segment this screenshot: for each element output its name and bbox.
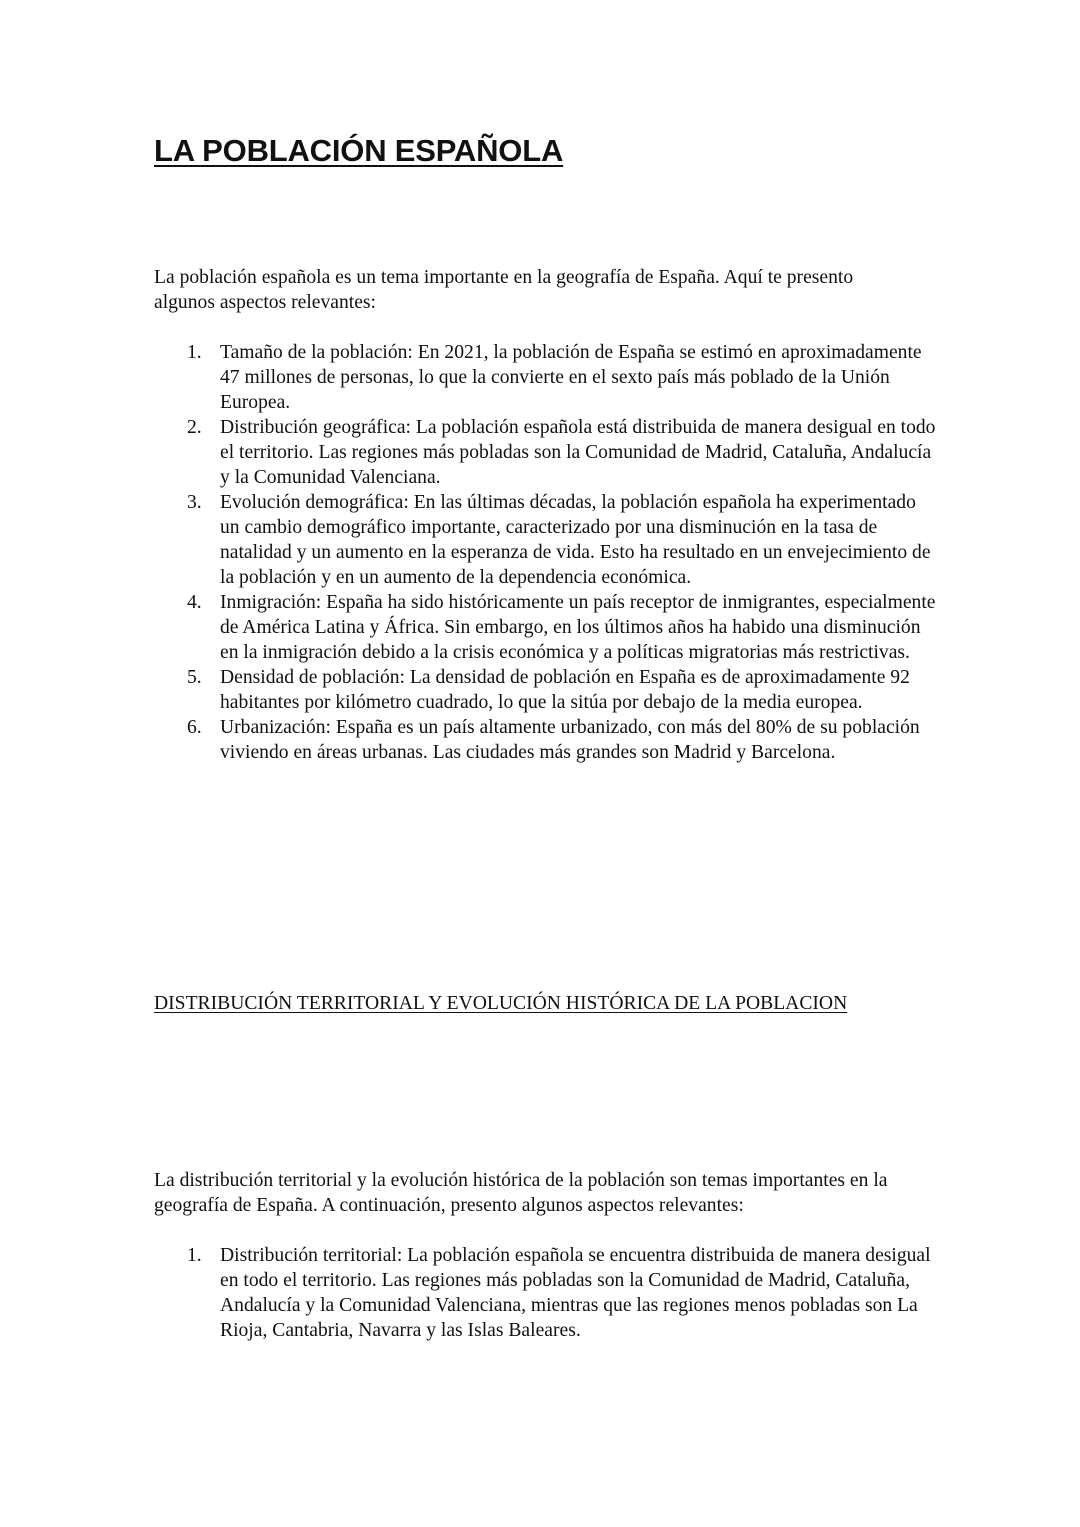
list-item-number: 1. [187,1245,202,1266]
list-item [0,490,940,590]
page-title: LA POBLACIÓN ESPAÑOLA [154,133,564,168]
list-item-number: 6. [187,717,202,738]
list-item-number: 1. [187,342,202,363]
list-item-text: Densidad de población: La densidad de población en España es de aproximadamente 92 habitantes por kilómetro cuadrado, lo que la sitúa por debajo de la media europea. [220,667,910,713]
list-item-number: 3. [187,492,202,513]
list-item-text: Evolución demográfica: En las últimas décadas, la población española ha experimentado un cambio demográfico importante, caracterizado por una disminución en la tasa de natalidad y un aumento en la esperanza de vida. Esto ha resultado en un envejecimiento de la población y en un aumento de la dependencia económica. [220,492,931,588]
list-item-number: 4. [187,592,202,613]
list-item-text: Tamaño de la población: En 2021, la población de España se estimó en aproximadamente 47 millones de personas, lo que la convierte en el sexto país más poblado de la Unión Europea. [220,342,922,413]
list-item [0,715,940,765]
list-item-number: 5. [187,667,202,688]
list-item [0,340,940,415]
list-item-text: Inmigración: España ha sido históricamente un país receptor de inmigrantes, especialmente de América Latina y África. Sin embargo, en los últimos años ha habido una disminución en la inmigración debido a la crisis económica y a políticas migratorias más restrictivas. [220,592,936,663]
section-heading: DISTRIBUCIÓN TERRITORIAL Y EVOLUCIÓN HISTÓRICA DE LA POBLACION [154,993,848,1014]
territorial-list [0,1243,940,1343]
section-intro-paragraph: La distribución territorial y la evolución histórica de la población son temas importantes en la geografía de España. A continuación, presento algunos aspectos relevantes: [154,1170,888,1216]
list-item-text: Urbanización: España es un país altamente urbanizado, con más del 80% de su población viviendo en áreas urbanas. Las ciudades más grandes son Madrid y Barcelona. [220,717,920,763]
list-item [0,665,940,715]
list-item [0,590,940,665]
aspects-list [0,340,940,765]
list-item-text: Distribución geográfica: La población española está distribuida de manera desigual en todo el territorio. Las regiones más pobladas son la Comunidad de Madrid, Cataluña, Andalucía y la Comunidad Valenciana. [220,417,936,488]
intro-paragraph: La población española es un tema importante en la geografía de España. Aquí te presento algunos aspectos relevantes: [154,267,854,313]
list-item-number: 2. [187,417,202,438]
list-item [0,415,940,490]
list-item [0,1243,940,1343]
list-item-text: Distribución territorial: La población española se encuentra distribuida de manera desigual en todo el territorio. Las regiones más pobladas son la Comunidad de Madrid, Cataluña, Andalucía y la Comunidad Valenciana, mientras que las regiones menos pobladas son La Rioja, Cantabria, Navarra y las Islas Baleares. [220,1245,931,1341]
